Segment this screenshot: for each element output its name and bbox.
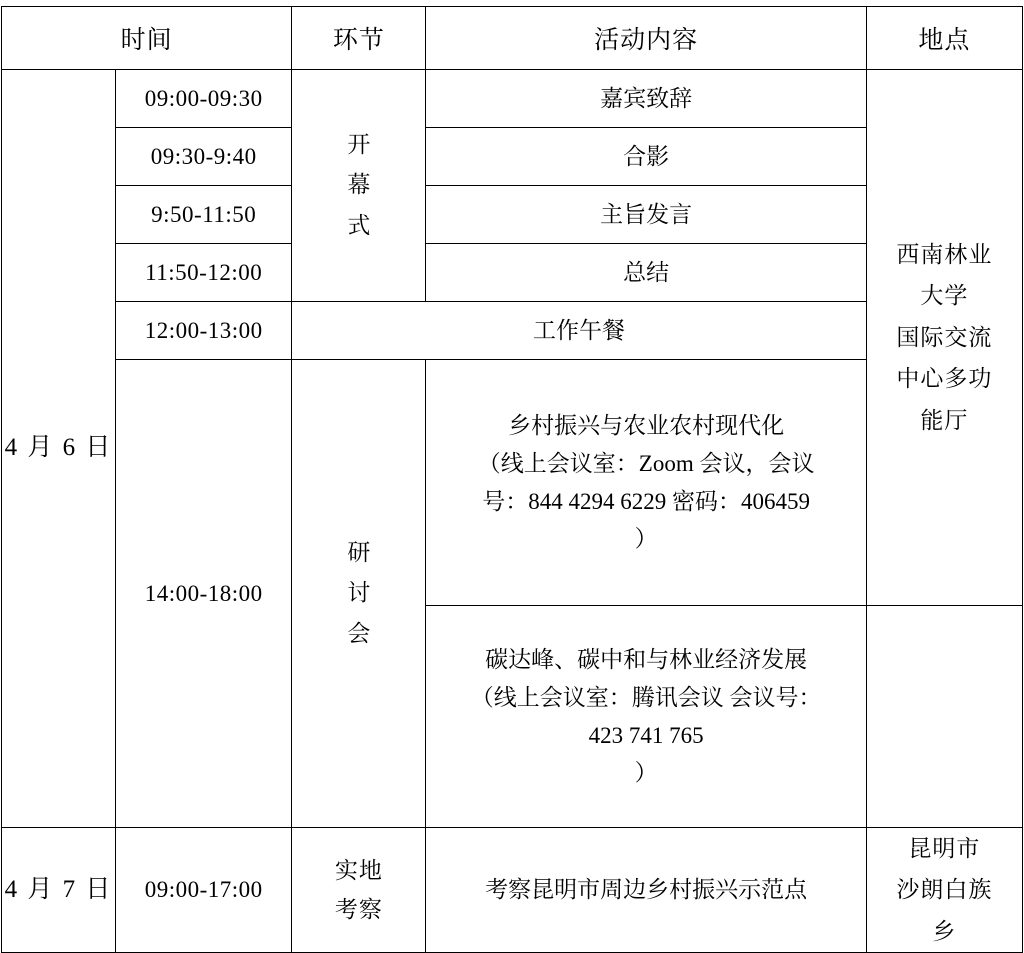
activity-line: 碳达峰、碳中和与林业经济发展 <box>485 646 808 672</box>
cell-time: 14:00-18:00 <box>116 360 292 828</box>
session-line: 实地 <box>334 857 383 883</box>
place-line: 大学 <box>920 283 969 309</box>
table-row <box>2 828 1023 953</box>
place-line: 中心多功 <box>896 366 993 392</box>
session-char: 式 <box>347 212 371 238</box>
column-header-activity: 活动内容 <box>426 7 866 70</box>
cell-activity-topic-2 <box>426 606 866 828</box>
cell-time: 11:50-12:00 <box>116 244 292 302</box>
table-row <box>2 70 1023 128</box>
place-line: 能厅 <box>920 407 969 433</box>
activity-line: 423 741 765 <box>588 722 704 748</box>
cell-date-day1 <box>2 70 116 828</box>
date-text-day1: 4 月 6 日 <box>4 434 113 462</box>
cell-activity-topic-1 <box>426 360 866 606</box>
cell-time: 12:00-13:00 <box>116 302 292 360</box>
cell-place-day1-continued <box>866 606 1022 828</box>
cell-time: 09:30-9:40 <box>116 128 292 186</box>
session-char: 讨 <box>347 580 371 606</box>
schedule-table <box>1 6 1023 953</box>
column-header-session: 环节 <box>292 7 426 70</box>
cell-place-day1 <box>866 70 1022 606</box>
activity-line: 乡村振兴与农业农村现代化 <box>508 412 785 438</box>
cell-activity: 考察昆明市周边乡村振兴示范点 <box>426 828 866 953</box>
session-char: 幕 <box>347 172 371 198</box>
cell-place-day2 <box>866 828 1022 953</box>
session-char: 会 <box>347 620 371 646</box>
session-char: 研 <box>347 540 371 566</box>
place-line: 乡 <box>932 918 957 944</box>
cell-time: 09:00-09:30 <box>116 70 292 128</box>
activity-line: ） <box>634 526 658 552</box>
table-header-row <box>2 7 1023 70</box>
activity-line: 号：844 4294 6229 密码：406459 <box>482 488 810 514</box>
activity-line: （线上会议室：Zoom 会议，会议 <box>477 450 815 476</box>
cell-activity: 总结 <box>426 244 866 302</box>
cell-session-opening <box>292 70 426 302</box>
cell-activity: 主旨发言 <box>426 186 866 244</box>
activity-line: （线上会议室：腾讯会议 会议号： <box>470 684 822 710</box>
cell-activity: 嘉宾致辞 <box>426 70 866 128</box>
session-line: 考察 <box>334 897 383 923</box>
column-header-place: 地点 <box>866 7 1022 70</box>
activity-line: ） <box>634 760 658 786</box>
cell-session-lunch: 工作午餐 <box>292 302 867 360</box>
cell-time: 9:50-11:50 <box>116 186 292 244</box>
cell-activity: 合影 <box>426 128 866 186</box>
schedule-document <box>0 6 1024 944</box>
place-line: 沙朗白族 <box>896 877 993 903</box>
place-line: 国际交流 <box>896 324 993 350</box>
place-line: 西南林业 <box>896 242 993 268</box>
place-line: 昆明市 <box>908 836 981 861</box>
cell-session-fieldtrip <box>292 828 426 953</box>
cell-time: 09:00-17:00 <box>116 828 292 953</box>
session-char: 开 <box>347 132 371 158</box>
cell-session-seminar <box>292 360 426 828</box>
cell-date-day2: 4 月 7 日 <box>2 828 116 953</box>
column-header-time: 时间 <box>2 7 292 70</box>
